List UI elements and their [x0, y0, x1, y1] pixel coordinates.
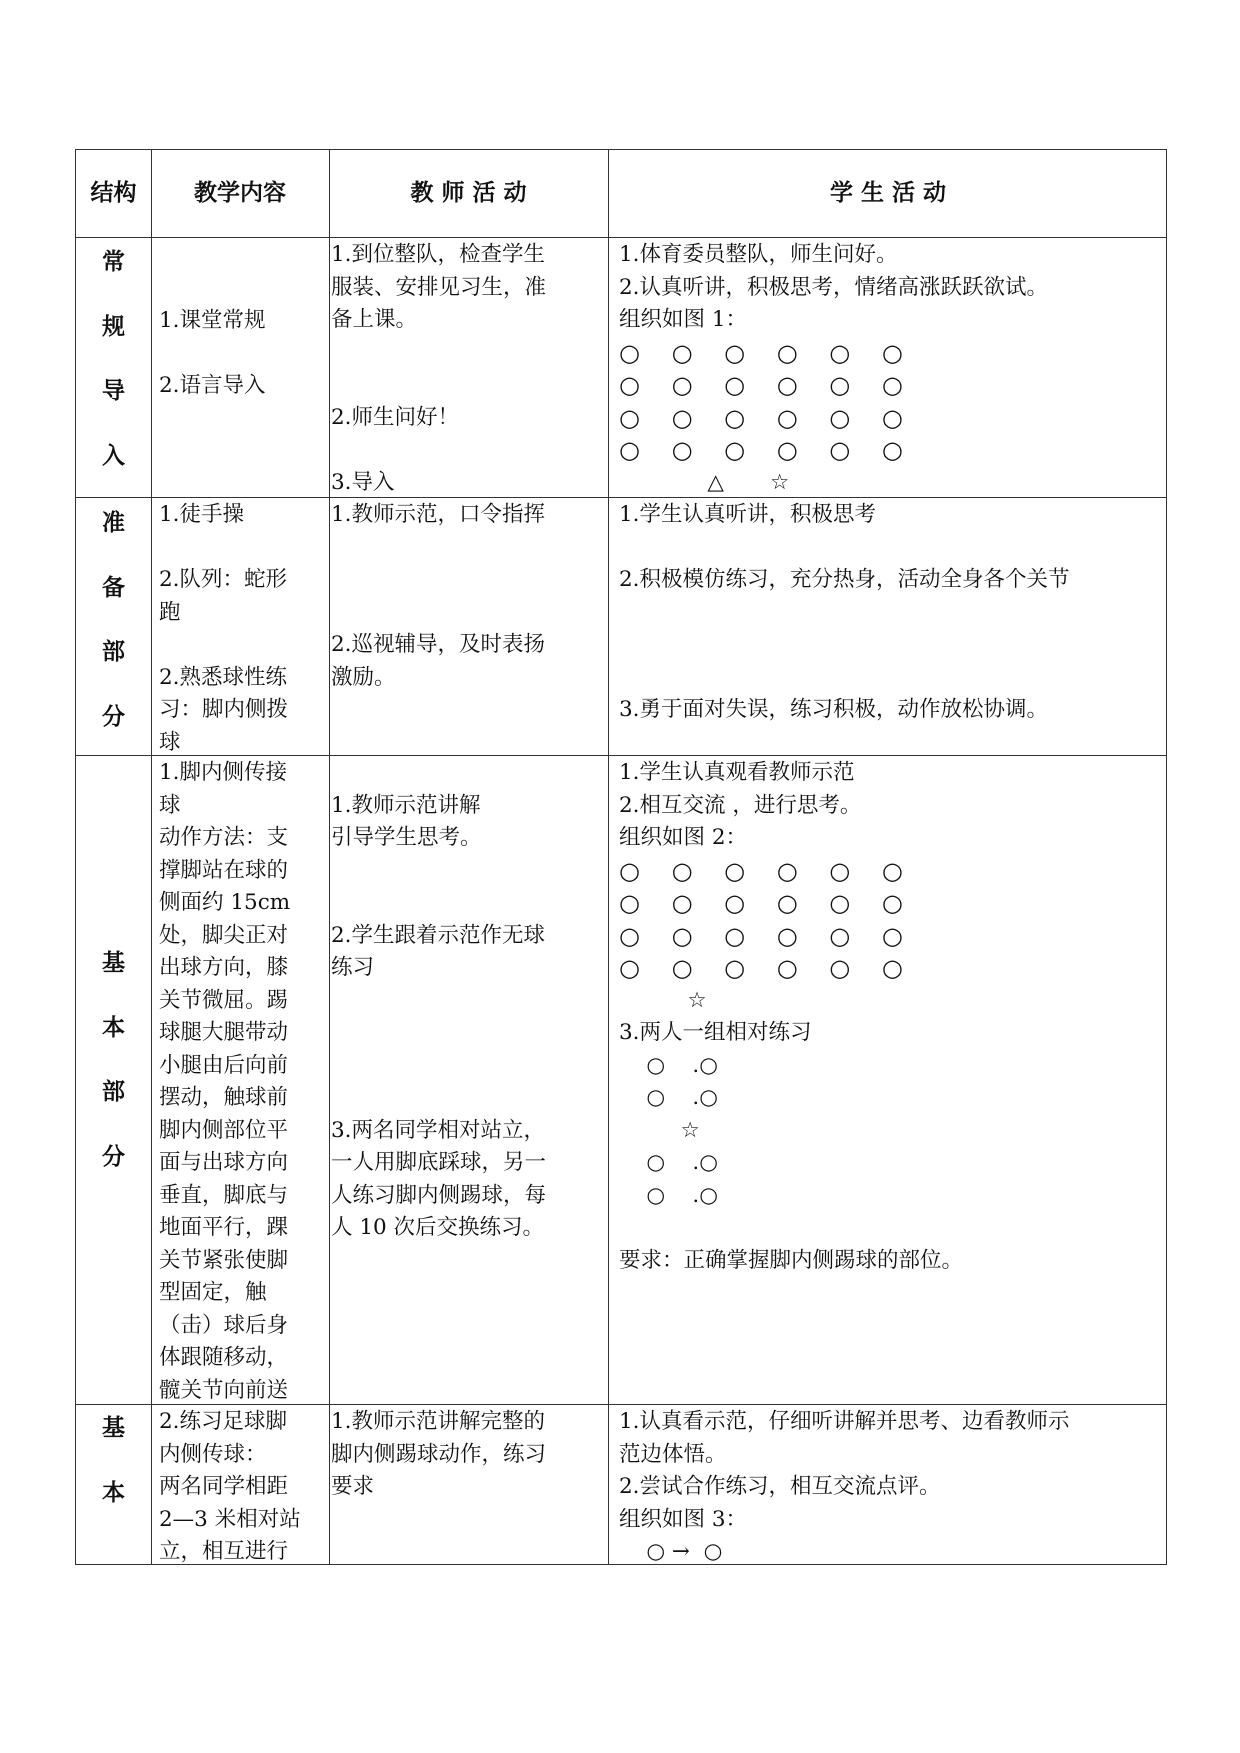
student-line: 2.积极模仿练习，充分热身，活动全身各个关节	[619, 567, 1070, 592]
content-line: 1.课堂常规	[159, 307, 266, 333]
student-line: 1.学生认真观看教师示范	[619, 760, 855, 785]
teacher-line	[331, 337, 601, 402]
content-line: 撑脚站在球的	[159, 857, 289, 883]
content-line	[159, 532, 329, 565]
lesson-plan-table	[75, 149, 1167, 1565]
content-line: 地面平行，踝	[159, 1215, 289, 1240]
teacher-line: 1.教师示范讲解完整的	[331, 1409, 546, 1434]
structure-char: 常	[102, 249, 125, 275]
pair-row: ○ .○	[619, 1182, 719, 1208]
content-line: 立，相互进行	[159, 1539, 289, 1564]
content-line: 垂直，脚底与	[159, 1182, 289, 1208]
teacher-line	[331, 985, 601, 1115]
teacher-line: 1.教师示范讲解	[331, 792, 481, 818]
content-line: 球腿大腿带动	[159, 1020, 289, 1045]
pair-row: ○ .○	[619, 1085, 719, 1110]
content-line: 习：脚内侧拨	[159, 697, 289, 722]
structure-char: 准	[102, 510, 125, 536]
section-student	[619, 757, 1159, 1277]
formation-teacher-row: ☆	[619, 987, 707, 1013]
section-structure	[76, 246, 151, 504]
teacher-line: 3.两名同学相对站立，	[331, 1117, 546, 1143]
content-line	[159, 337, 329, 370]
formation-pass-row: ○ → ○	[619, 1539, 723, 1564]
teacher-line: 激励。	[331, 664, 396, 690]
section-structure	[76, 947, 151, 1205]
teacher-line: 服装、安排见习生，准	[331, 274, 547, 300]
column-divider	[151, 150, 152, 1564]
header-structure: 结构	[90, 180, 137, 206]
content-line: 2.队列：蛇形	[159, 567, 288, 592]
formation-row: ○ ○ ○ ○ ○ ○	[619, 954, 915, 982]
formation-row: ○ ○ ○ ○ ○ ○	[619, 403, 915, 432]
student-line	[619, 1212, 1159, 1245]
formation-teacher-row: △ ☆	[619, 469, 792, 495]
teacher-line: 要求	[331, 1474, 375, 1499]
student-line: 2.尝试合作练习，相互交流点评。	[619, 1474, 941, 1499]
header-student: 学 生 活 动	[829, 180, 947, 206]
structure-char: 基	[102, 1415, 125, 1441]
content-line: （击）球后身	[159, 1312, 289, 1338]
teacher-line: 人 10 次后交换练习。	[331, 1215, 545, 1240]
teacher-line: 脚内侧踢球动作，练习	[331, 1441, 547, 1467]
formation-row: ○ ○ ○ ○ ○ ○	[619, 436, 915, 464]
content-line: 2.练习足球脚	[159, 1409, 288, 1434]
structure-char: 基	[102, 950, 125, 976]
content-line: 面与出球方向	[159, 1150, 289, 1175]
teacher-line: 2.学生跟着示范作无球	[331, 922, 546, 948]
formation-teacher-row: ☆	[619, 1117, 700, 1143]
teacher-line: 人练习脚内侧踢球，每	[331, 1182, 547, 1208]
section-teacher	[331, 1406, 601, 1504]
student-line: 1.认真看示范，仔细听讲解并思考、边看教师示	[619, 1409, 1070, 1434]
section-content	[159, 757, 329, 1407]
teacher-line: 1.到位整队，检查学生	[331, 242, 546, 267]
column-divider	[608, 150, 609, 1564]
section-structure	[76, 507, 151, 765]
student-line: 1.体育委员整队，师生问好。	[619, 242, 898, 267]
column-divider	[329, 150, 330, 1564]
structure-char: 规	[102, 313, 125, 340]
content-line: 侧面约 15cm	[159, 890, 291, 915]
content-line: 跑	[159, 599, 181, 625]
structure-char: 部	[102, 1079, 125, 1105]
student-line: 范边体悟。	[619, 1441, 727, 1467]
student-line: 组织如图 2：	[619, 825, 748, 850]
section-teacher	[331, 499, 601, 694]
content-line: 髋关节向前送	[159, 1377, 289, 1403]
teacher-line: 2.师生问好！	[331, 404, 460, 430]
teacher-line: 练习	[331, 955, 375, 980]
row-divider	[76, 237, 1166, 238]
teacher-line: 3.导入	[331, 469, 395, 495]
teacher-line: 备上课。	[331, 307, 418, 332]
formation-row: ○ ○ ○ ○ ○ ○	[619, 889, 915, 917]
content-line: 型固定，触	[159, 1280, 267, 1305]
section-content	[159, 272, 329, 402]
content-line: 2.语言导入	[159, 372, 266, 398]
header-content: 教学内容	[194, 180, 286, 206]
content-line: 1.脚内侧传接	[159, 760, 288, 785]
teacher-line: 一人用脚底踩球，另一	[331, 1150, 547, 1175]
section-structure	[76, 1412, 151, 1541]
content-line	[159, 272, 329, 305]
content-line: 球	[159, 792, 181, 818]
student-line: 要求：正确掌握脚内侧踢球的部位。	[619, 1247, 964, 1273]
content-line: 2.熟悉球性练	[159, 664, 288, 690]
teacher-line: 1.教师示范，口令指挥	[331, 502, 546, 527]
structure-char: 本	[102, 1014, 125, 1041]
formation-row: ○ ○ ○ ○ ○ ○	[619, 856, 915, 885]
section-content	[159, 1406, 329, 1569]
student-line: 2.认真听讲，积极思考，情绪高涨跃跃欲试。	[619, 274, 1049, 300]
content-line: 小腿由后向前	[159, 1052, 289, 1078]
student-line	[619, 597, 1159, 695]
structure-char: 备	[102, 574, 125, 601]
student-line: 3.两人一组相对练习	[619, 1020, 812, 1045]
content-line: 出球方向，膝	[159, 955, 289, 980]
content-line: 关节微屈。踢	[159, 987, 289, 1013]
structure-char: 分	[102, 1143, 125, 1170]
pair-row: ○ .○	[619, 1052, 719, 1078]
content-line: 动作方法：支	[159, 825, 289, 850]
content-line: 体跟随移动，	[159, 1345, 289, 1370]
content-line: 摆动，触球前	[159, 1085, 289, 1110]
content-line: 脚内侧部位平	[159, 1117, 289, 1143]
content-line: 两名同学相距	[159, 1474, 289, 1499]
content-line: 1.徒手操	[159, 502, 245, 527]
teacher-line	[331, 855, 601, 920]
pair-row: ○ .○	[619, 1150, 719, 1175]
section-teacher	[331, 239, 601, 499]
teacher-line	[331, 532, 601, 630]
teacher-line	[331, 434, 601, 467]
teacher-line: 2.巡视辅导，及时表扬	[331, 632, 546, 657]
teacher-line	[331, 757, 601, 790]
section-student	[619, 499, 1159, 727]
content-line: 内侧传球：	[159, 1441, 267, 1467]
student-line: 1.学生认真听讲，积极思考	[619, 502, 877, 527]
section-student	[619, 1406, 1159, 1569]
content-line: 处，脚尖正对	[159, 922, 289, 948]
formation-row: ○ ○ ○ ○ ○ ○	[619, 371, 915, 399]
content-line: 关节紧张使脚	[159, 1247, 289, 1273]
section-content	[159, 499, 329, 759]
formation-row: ○ ○ ○ ○ ○ ○	[619, 921, 915, 950]
header-teacher: 教 师 活 动	[410, 180, 527, 206]
structure-char: 分	[102, 703, 125, 730]
content-line: 球	[159, 729, 181, 755]
structure-char: 本	[102, 1479, 125, 1506]
teacher-line: 引导学生思考。	[331, 825, 482, 850]
student-line: 2.相互交流 ，进行思考。	[619, 792, 862, 818]
structure-char: 部	[102, 639, 125, 665]
formation-row: ○ ○ ○ ○ ○ ○	[619, 338, 915, 367]
structure-char: 导	[102, 378, 125, 404]
section-student	[619, 239, 1159, 499]
student-line: 组织如图 1：	[619, 307, 748, 332]
section-teacher	[331, 757, 601, 1245]
student-line: 组织如图 3：	[619, 1506, 748, 1532]
student-line: 3.勇于面对失误，练习积极，动作放松协调。	[619, 697, 1049, 722]
student-line	[619, 532, 1159, 565]
structure-char: 入	[102, 442, 125, 469]
content-line: 2—3 米相对站	[159, 1506, 301, 1532]
content-line	[159, 629, 329, 662]
